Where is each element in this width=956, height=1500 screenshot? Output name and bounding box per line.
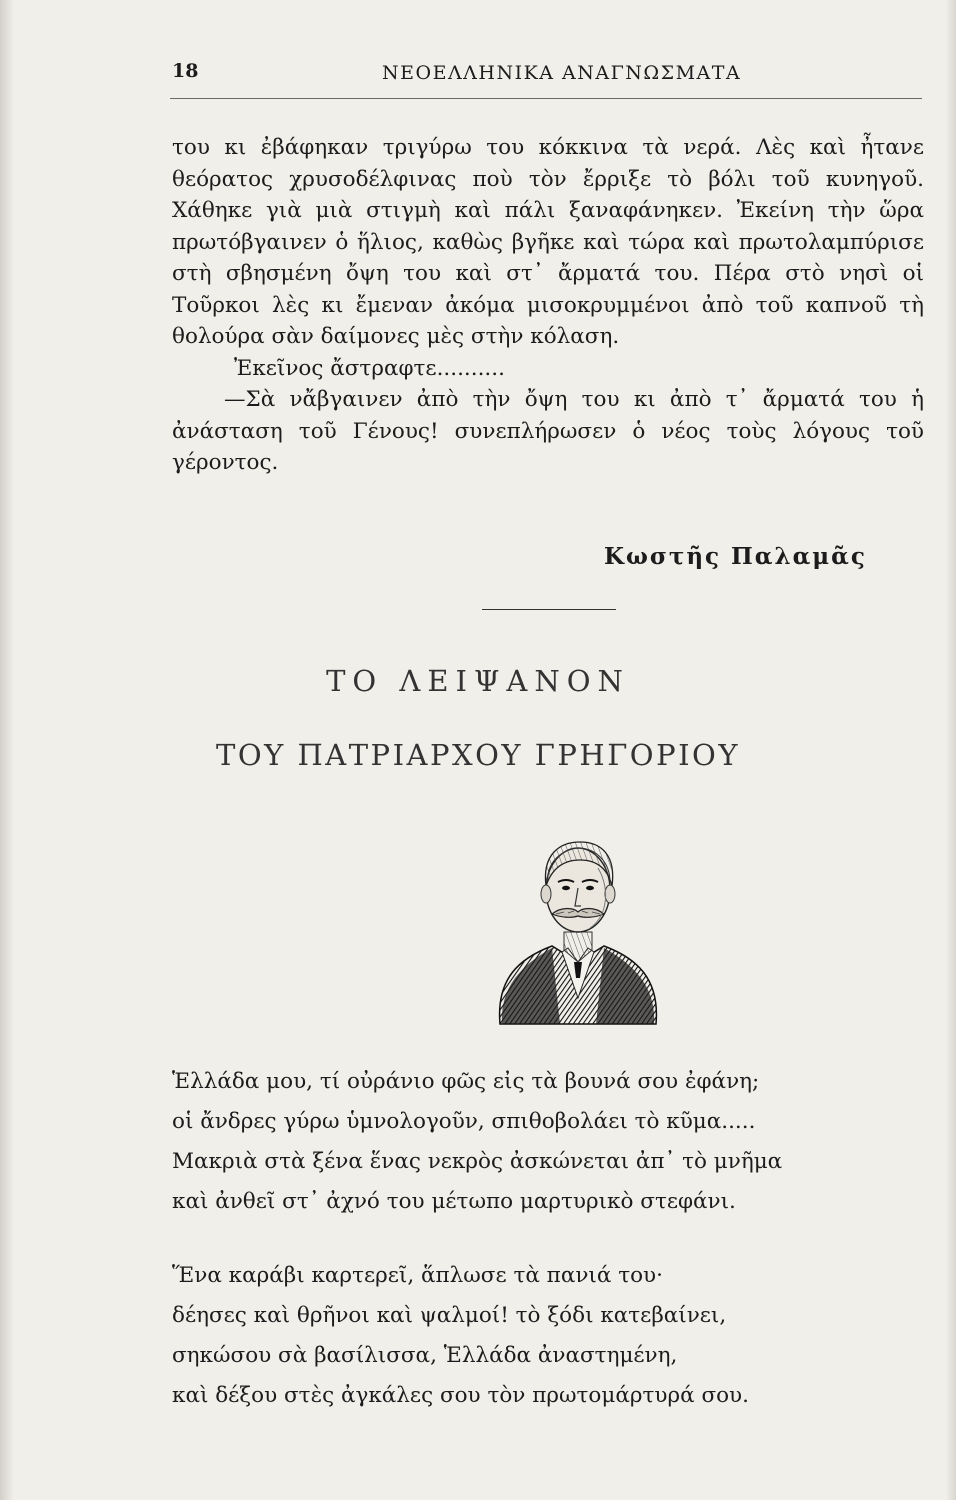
poem-line: Ἑλλάδα μου, τί οὐράνιο φῶς εἰς τὰ βουνά σου ἐφάνη; [172, 1069, 760, 1094]
poem-line: καὶ δέξου στὲς ἀγκάλες σου τὸν πρωτομάρτυρά σου. [172, 1383, 749, 1408]
prose-text [172, 132, 924, 479]
poem-line: καὶ ἀνθεῖ στ᾽ ἀχνό του μέτωπο μαρτυρικὸ στεφάνι. [172, 1189, 736, 1214]
poem-line: Ἕνα καράβι καρτερεῖ, ἅπλωσε τὰ πανιά του· [172, 1263, 663, 1288]
page-header [172, 60, 922, 90]
poem-line: δέησες καὶ θρῆνοι καὶ ψαλμοί! τὸ ξόδι κατεβαίνει, [172, 1303, 727, 1328]
section-divider [482, 609, 616, 610]
poem-stanza-1 [172, 1062, 782, 1222]
prose-paragraph-3: —Σὰ νἄβγαινεν ἀπὸ τὴν ὄψη του κι ἀπὸ τ᾽ ἄρματά του ἡ ἀνάσταση τοῦ Γένους! συνεπλήρωσεν ὁ νέος τοὺς λόγους τοῦ γέροντος. [172, 387, 924, 475]
prose-paragraph-2: Ἐκεῖνος ἄστραφτε.......... [234, 355, 505, 381]
running-title: ΝΕΟΕΛΛΗΝΙΚΑ ΑΝΑΓΝΩΣΜΑΤΑ [382, 62, 742, 84]
author-signature: Κωστῆς Παλαμᾶς [604, 543, 867, 570]
poem-line: οἱ ἄνδρες γύρω ὑμνολογοῦν, σπιθοβολάει τὸ κῦμα..... [172, 1109, 756, 1134]
prose-paragraph-1: του κι ἐβάφηκαν τριγύρω του κόκκινα τὰ νερά. Λὲς καὶ ἦτανε θεόρατος χρυσοδέλφινας ποὺ τὸν ἔρριξε τὸ βόλι τοῦ κυνηγοῦ. Χάθηκε γιὰ μιὰ στιγμὴ καὶ πάλι ξαναφάνηκεν. Ἐκείνη τὴν ὥρα πρωτόβγαινεν ὁ ἥλιος, καθὼς βγῆκε καὶ τώρα καὶ πρωτολαμπύρισε στὴ σβησμένη ὄψη του καὶ στ᾽ ἄρματά του. Πέρα στὸ νησὶ οἱ Τοῦρκοι λὲς κι ἔμεναν ἀκόμα μισοκρυμμένοι ἀπὸ τοῦ καπνοῦ τὴ θολούρα σὰν δαίμονες μὲς στὴν κόλαση. [172, 135, 924, 349]
poem-title-line-2: ΤΟΥ ΠΑΤΡΙΑΡΧΟΥ ΓΡΗΓΟΡΙΟΥ [216, 738, 740, 772]
poem-line: σηκώσου σὰ βασίλισσα, Ἑλλάδα ἀναστημένη, [172, 1343, 678, 1368]
poem-line: Μακριὰ στὰ ξένα ἕνας νεκρὸς ἀσκώνεται ἀπ᾽ τὸ μνῆμα [172, 1149, 783, 1174]
portrait-engraving [490, 828, 666, 1028]
header-rule [170, 98, 922, 99]
page-number: 18 [172, 60, 199, 82]
poem-stanza-2 [172, 1256, 749, 1416]
poem-title-line-1: ΤΟ ΛΕΙΨΑΝΟΝ [326, 664, 630, 698]
